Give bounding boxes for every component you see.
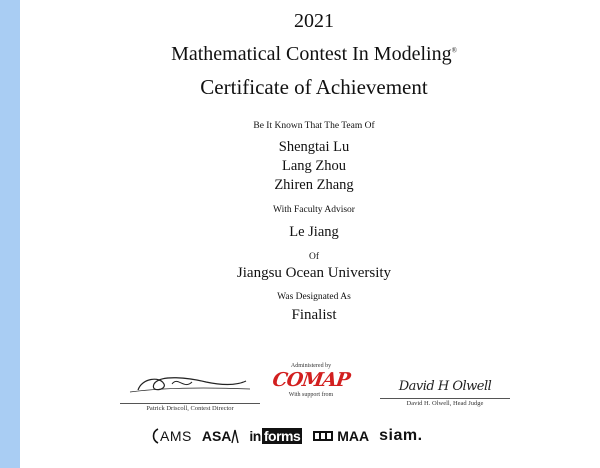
director-caption: Patrick Driscoll, Contest Director — [146, 405, 234, 412]
asa-logo — [202, 428, 240, 444]
asa-text: ASA — [201, 428, 232, 444]
informs-suffix: forms — [263, 428, 301, 444]
siam-logo: siam. — [379, 427, 423, 444]
support-label: With support from — [288, 392, 334, 398]
informs-logo — [249, 428, 302, 444]
informs-prefix: in — [249, 428, 261, 444]
maa-emblem-icon — [312, 428, 334, 444]
of-label: Of — [308, 252, 320, 262]
judge-signature-line — [380, 398, 510, 399]
intro-text: Be It Known That The Team Of — [253, 121, 375, 131]
judge-caption: David H. Olwell, Head Judge — [406, 400, 484, 407]
designation: Finalist — [291, 307, 337, 323]
judge-signature: David H Olwell — [398, 379, 492, 394]
maa-text: MAA — [337, 428, 370, 444]
ams-text: AMS — [160, 428, 192, 444]
administered-by-label: Administered by — [290, 363, 332, 369]
director-signature-block — [120, 372, 260, 412]
comap-logo-block — [266, 362, 356, 398]
registered-mark: ® — [451, 46, 457, 55]
ams-emblem-icon — [150, 428, 160, 444]
director-signature-line — [120, 403, 260, 404]
designation-label: Was Designated As — [277, 292, 351, 302]
certificate-subtitle: Certificate of Achievement — [200, 75, 428, 99]
certificate-year: 2021 — [294, 10, 334, 32]
director-signature — [120, 372, 260, 398]
contest-title — [28, 43, 600, 66]
ams-logo — [150, 428, 192, 444]
advisor-label: With Faculty Advisor — [273, 205, 355, 215]
comap-logo: COMAP — [271, 369, 351, 391]
contest-title-text: Mathematical Contest In Modeling — [171, 43, 452, 65]
team-member: Lang Zhou — [281, 158, 347, 174]
advisor-name: Le Jiang — [289, 224, 339, 240]
side-stripe — [0, 0, 20, 468]
asa-emblem-icon — [231, 428, 239, 444]
maa-logo — [312, 428, 369, 444]
sponsor-logos — [150, 425, 423, 447]
certificate — [28, 0, 600, 468]
judge-signature-block — [380, 372, 510, 407]
team-member: Shengtai Lu — [278, 139, 350, 155]
team-member: Zhiren Zhang — [274, 177, 354, 193]
university-name: Jiangsu Ocean University — [236, 265, 392, 281]
